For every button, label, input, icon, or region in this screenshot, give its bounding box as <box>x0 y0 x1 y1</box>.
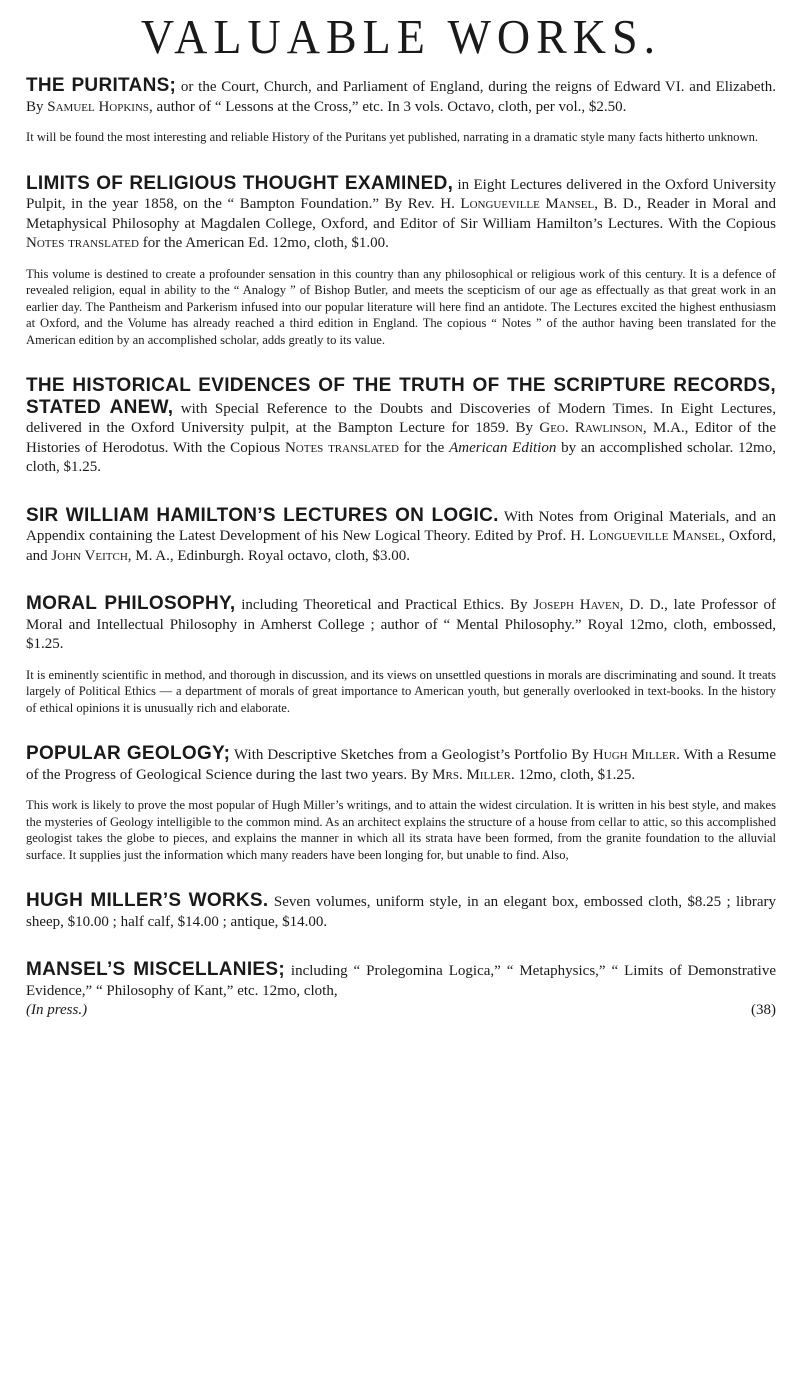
entry-text: THE HISTORICAL EVIDENCES OF THE TRUTH OF THE SCRIPTURE RECORDS, STATED ANEW, with Special Reference to the Doubts and Discoveries of Modern Times. In Eight Lectures, delivered in the Oxford University pulpit, at the Bampton Lecture for 1859. By Geo. Rawlinson, M.A., Editor of the Histories of Herodotus. With the Copious Notes translated for the American Edition by an accomplished scholar. 12mo, cloth, $1.25. <box>26 375 776 475</box>
entry-text: MANSEL’S MISCELLANIES; including “ Prolegomina Logica,” “ Metaphysics,” “ Limits of Demonstrative Evidence,” “ Philosophy of Kant,” etc. 12mo, cloth, <box>26 959 776 999</box>
author-name: H. Longueville Mansel <box>570 528 722 544</box>
entry-popular-geology <box>26 744 776 863</box>
author-name: Joseph Haven <box>533 597 620 613</box>
entry-note: It will be found the most interesting and reliable History of the Puritans yet published, narrating in a dramatic style many facts hitherto unknown. <box>26 130 759 144</box>
publication-status: (In press.) <box>26 1002 88 1018</box>
entry-text: SIR WILLIAM HAMILTON’S LECTURES ON LOGIC. With Notes from Original Materials, and an Appendix containing the Latest Development of his New Logical Theory. Edited by Prof. H. Longueville Mansel, Oxford, and John Veitch, M. A., Edinburgh. Royal octavo, cloth, $3.00. <box>26 504 776 564</box>
author-name: Mrs. Miller <box>432 766 511 783</box>
entry-note: It is eminently scientific in method, and thorough in discussion, and its views on unsettled questions in morals are discriminating and sound. It treats largely of Political Ethics — a department of morals of great importance to American youth, but generally overlooked in text-books. In the history of ethical opinions it is unusually rich and elaborate. <box>26 667 776 715</box>
entry-puritans <box>26 76 776 146</box>
author-name: John Veitch <box>51 547 128 564</box>
entry-footer <box>26 1001 776 1021</box>
entry-text: THE PURITANS; or the Court, Church, and Parliament of England, during the reigns of Edward VI. and Elizabeth. By Samuel Hopkins, author of “ Lessons at the Cross,” etc. In 3 vols. Octavo, cloth, per vol., $2.50. <box>26 75 776 115</box>
entry-limits-religious-thought <box>26 174 776 349</box>
entry-text: POPULAR GEOLOGY; With Descriptive Sketches from a Geologist’s Portfolio By Hugh Miller. With a Resume of the Progress of Geological Science during the last two years. By Mrs. Miller. 12mo, cloth, $1.25. <box>26 743 776 783</box>
page-number: (38) <box>751 1002 776 1018</box>
entry-moral-philosophy <box>26 594 776 716</box>
catalog-page <box>0 6 800 1394</box>
entry-title: THE HISTORICAL EVIDENCES OF THE TRUTH OF THE SCRIPTURE RECORDS, STATED ANEW, <box>26 375 776 418</box>
entry-title: LIMITS OF RELIGIOUS THOUGHT EXAMINED, <box>26 172 454 194</box>
entry-text: MORAL PHILOSOPHY, including Theoretical and Practical Ethics. By Joseph Haven, D. D., late Professor of Moral and Intellectual Philosophy in Amherst College ; author of “ Mental Philosophy.” Royal 12mo, cloth, embossed, $1.25. <box>26 593 776 652</box>
entry-title: SIR WILLIAM HAMILTON’S LECTURES ON LOGIC. <box>26 504 499 526</box>
entry-note: This volume is destined to create a profounder sensation in this country than any philosophical or religious work of this century. It is a defence of revealed religion, equal in ability to the “ Analogy ” of Bishop Butler, and meets the scepticism of our age as effectually as that great work in an earlier day. The Pantheism and Parkerism infused into our popular literature will here find an antidote. The Lectures excited the highest enthusiasm at Oxford, and the Volume has already reached a third edition in England. The copious “ Notes ” of the author having been translated for the American edition by an accomplished scholar, adds greatly to its value. <box>26 266 776 347</box>
author-name: Samuel Hopkins <box>47 98 150 115</box>
entry-title: POPULAR GEOLOGY; <box>26 743 231 764</box>
entry-title: MORAL PHILOSOPHY, <box>26 593 236 614</box>
author-name: Geo. Rawlinson <box>539 420 643 436</box>
entry-mansel-miscellanies <box>26 960 776 1021</box>
entry-historical-evidences <box>26 376 776 478</box>
entry-text: HUGH MILLER’S WORKS. Seven volumes, uniform style, in an elegant box, embossed cloth, $8.25 ; library sheep, $10.00 ; half calf, $14.00 ; antique, $14.00. <box>26 890 776 930</box>
entry-hamilton-logic <box>26 506 776 567</box>
author-name: Hugh Miller <box>592 747 677 763</box>
entry-text: LIMITS OF RELIGIOUS THOUGHT EXAMINED, in Eight Lectures delivered in the Oxford University Pulpit, in the year 1858, on the “ Bampton Foundation.” By Rev. H. Longueville Mansel, B. D., Reader in Moral and Metaphysical Philosophy at Magdalen College, Oxford, and Editor of Sir William Hamilton’s Lectures. With the Copious Notes translated for the American Ed. 12mo, cloth, $1.00. <box>26 172 776 251</box>
entry-title: THE PURITANS; <box>26 75 177 96</box>
entry-note: This work is likely to prove the most popular of Hugh Miller’s writings, and to attain the widest circulation. It is written in his best style, and makes the mysteries of Geology intelligible to the common mind. As an architect explains the structure of a house from cellar to attic, so this accomplished geologist takes the globe to pieces, and explains the manner in which all its strata have been formed, from the granite foundation to the alluvial surface. It supplies just the information which many readers have been longing for, but unable to find. Also, <box>26 798 776 862</box>
entry-title: MANSEL’S MISCELLANIES; <box>26 959 285 980</box>
author-name: H. Longueville Mansel <box>440 196 595 212</box>
entry-hugh-miller-works <box>26 891 776 932</box>
page-header: VALUABLE WORKS. <box>140 9 662 64</box>
entry-title: HUGH MILLER’S WORKS. <box>26 890 269 911</box>
